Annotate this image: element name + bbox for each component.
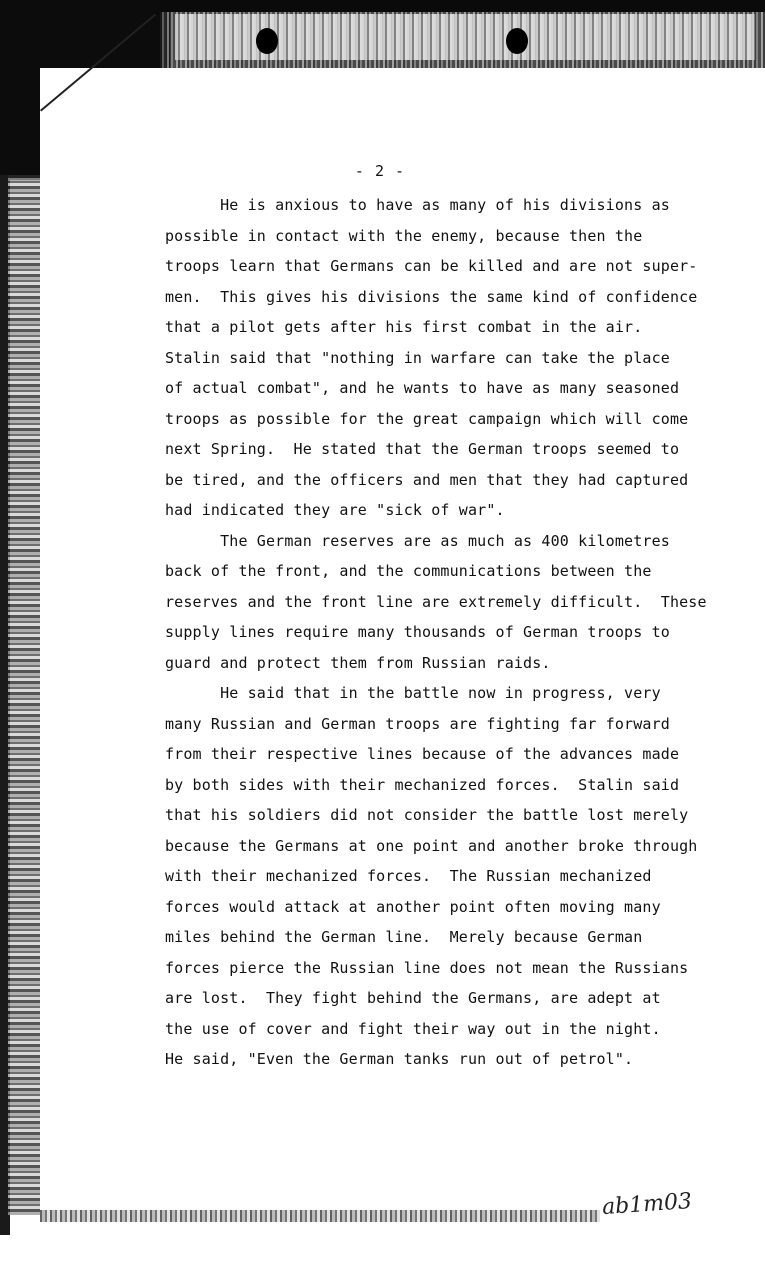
text-line: He said that in the battle now in progress, very	[165, 684, 661, 702]
text-line: forces pierce the Russian line does not mean the Russians	[165, 958, 689, 977]
punch-hole-right	[506, 28, 528, 54]
punch-hole-left	[256, 28, 278, 54]
scan-top-border	[160, 0, 765, 12]
text-line: guard and protect them from Russian raids.	[165, 653, 551, 672]
text-line: of actual combat", and he wants to have as many seasoned	[165, 379, 680, 397]
text-line: that a pilot gets after his first combat in the air.	[165, 318, 643, 336]
paragraph-3	[165, 678, 725, 1075]
text-line: troops learn that Germans can be killed and are not super-	[165, 257, 698, 275]
text-line: Stalin said that "nothing in warfare can take the place	[165, 348, 670, 367]
text-line: had indicated they are "sick of war".	[165, 501, 505, 519]
document-body	[165, 190, 725, 1075]
text-line: by both sides with their mechanized forces. Stalin said	[165, 775, 680, 794]
handwritten-note: ab1m03	[601, 1188, 693, 1221]
page-number: - 2 -	[354, 162, 406, 180]
text-line: many Russian and German troops are fighting far forward	[165, 714, 670, 733]
text-line: the use of cover and fight their way out in the night.	[165, 1019, 661, 1038]
text-line: men. This gives his divisions the same kind of confidence	[165, 287, 698, 306]
text-line: next Spring. He stated that the German troops seemed to	[165, 440, 680, 458]
text-line: are lost. They fight behind the Germans, are adept at	[165, 989, 661, 1007]
text-line: from their respective lines because of the advances made	[165, 745, 680, 763]
text-line: supply lines require many thousands of German troops to	[165, 623, 670, 641]
text-line: because the Germans at one point and another broke through	[165, 836, 698, 855]
text-line: troops as possible for the great campaign which will come	[165, 409, 689, 428]
text-line: miles behind the German line. Merely because German	[165, 928, 643, 946]
text-line: forces would attack at another point often moving many	[165, 897, 661, 916]
scan-bottom-edge	[40, 1210, 600, 1222]
text-line: He is anxious to have as many of his divisions as	[165, 196, 670, 214]
text-line: possible in contact with the enemy, because then the	[165, 226, 643, 245]
text-line: be tired, and the officers and men that they had captured	[165, 470, 689, 489]
text-line: that his soldiers did not consider the battle lost merely	[165, 806, 689, 824]
text-line: with their mechanized forces. The Russian mechanized	[165, 867, 652, 885]
text-line: He said, "Even the German tanks run out of petrol".	[165, 1050, 634, 1068]
text-line: reserves and the front line are extremely difficult. These	[165, 592, 707, 611]
paragraph-2	[165, 526, 725, 679]
text-line: The German reserves are as much as 400 kilometres	[165, 531, 670, 550]
text-line: back of the front, and the communications between the	[165, 562, 652, 580]
paragraph-1	[165, 190, 725, 526]
